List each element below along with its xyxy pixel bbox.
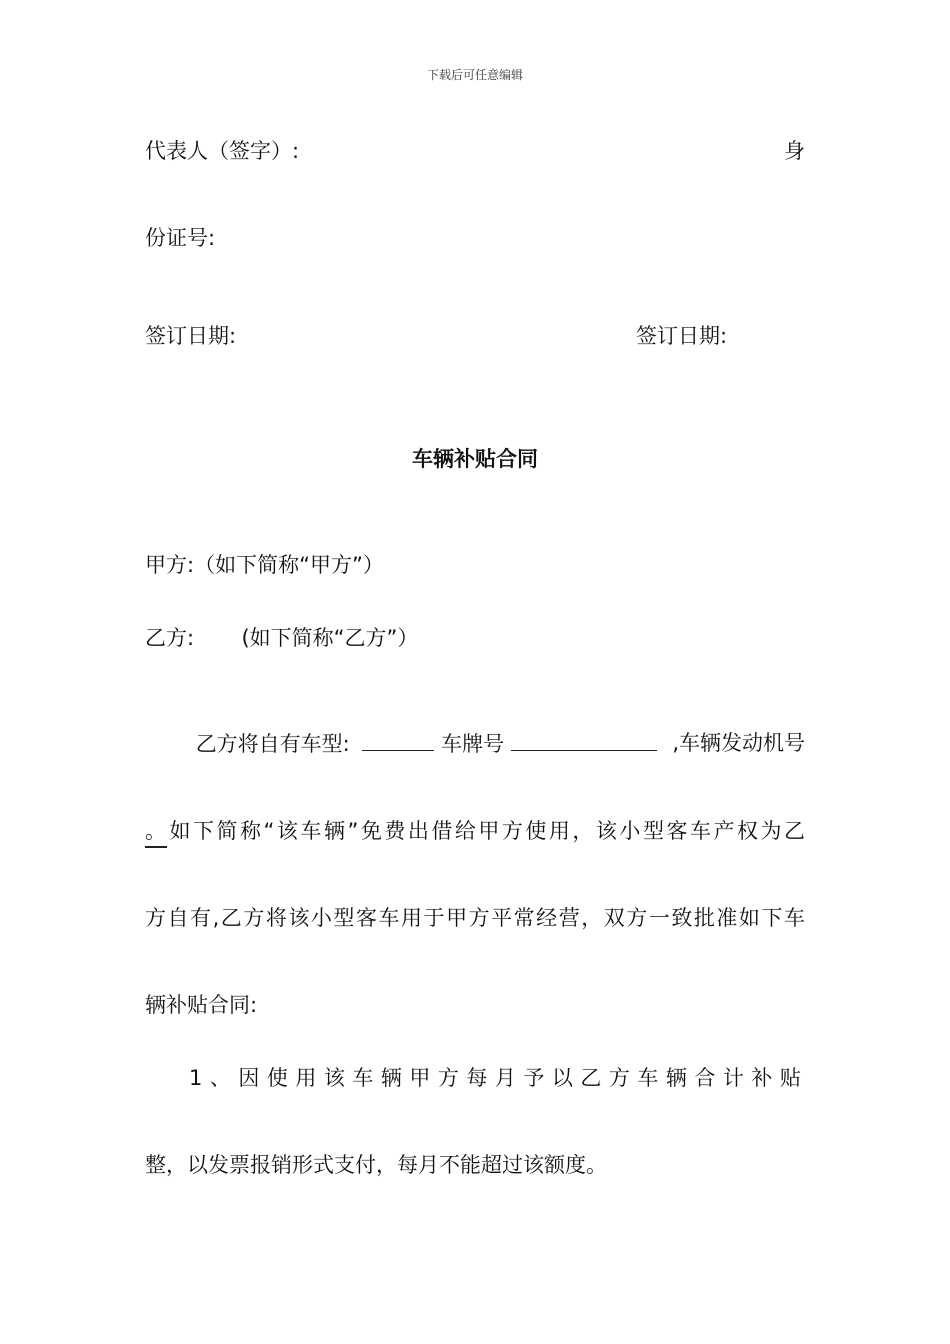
clause1-line1: 1、因使用该车辆甲方每月予以乙方车辆合计补贴 xyxy=(189,1066,809,1090)
plate-label: 车牌号 xyxy=(441,732,505,756)
para1-vehicle-type-label: 乙方将自有车型: xyxy=(195,732,350,756)
representative-label: 代表人（签字）: xyxy=(145,139,300,163)
engine-label: ,车辆发动机号 xyxy=(672,731,805,755)
party-a-line: 甲方:（如下简称“甲方”） xyxy=(145,553,384,577)
para1-line2-text: 如下简称“该车辆”免费出借给甲方使用，该小型客车产权为乙 xyxy=(167,819,805,843)
id-label-start: 身 xyxy=(784,139,805,163)
engine-blank-mark: 。 xyxy=(145,816,167,848)
sign-date-left: 签订日期: xyxy=(145,324,237,348)
contract-title: 车辆补贴合同 xyxy=(412,447,538,471)
sign-date-right: 签订日期: xyxy=(636,324,728,348)
party-b-label: 乙方: xyxy=(145,626,195,650)
page-header: 下载后可任意编辑 xyxy=(426,68,523,82)
party-b-line xyxy=(145,623,805,653)
signature-line-representative xyxy=(145,136,805,166)
signature-line-dates xyxy=(145,321,805,351)
para1-line3: 方自有,乙方将该小型客车用于甲方平常经营，双方一致批准如下车 xyxy=(145,906,805,930)
signature-line-id xyxy=(145,223,805,253)
para1-line1 xyxy=(145,728,805,759)
id-label-end: 份证号: xyxy=(145,226,216,250)
vehicle-type-blank xyxy=(362,728,434,751)
plate-blank xyxy=(511,728,657,751)
para1-line2 xyxy=(145,816,805,848)
clause1-line2: 整，以发票报销形式支付，每月不能超过该额度。 xyxy=(145,1153,607,1177)
party-b-note: (如下简称“乙方”） xyxy=(241,626,419,650)
para1-line4: 辆补贴合同: xyxy=(145,993,258,1017)
